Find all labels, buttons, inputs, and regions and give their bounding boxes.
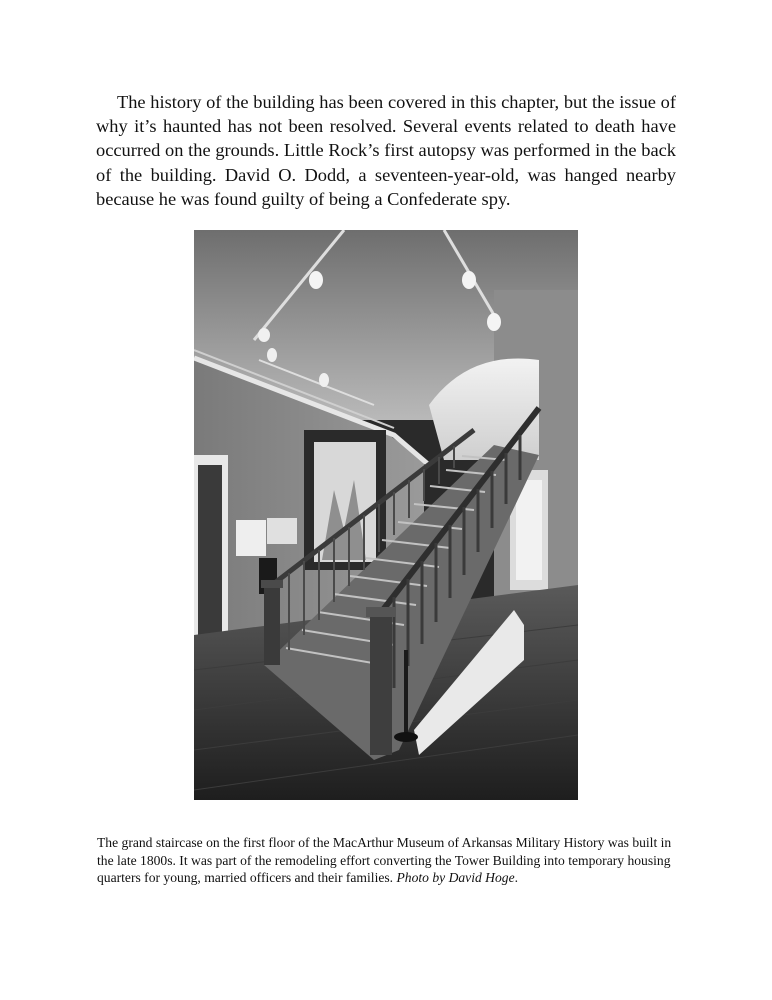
body-paragraph: The history of the building has been covered in this chapter, but the issue of why it’s haunted has not been resolved. Several events related to death have occurred on the grounds. Little Rock’s first autopsy was performed in the back of the building. David O. Dodd, a seventeen-year-old, was hanged nearby because he was found guilty of being a Confederate spy. — [96, 92, 676, 209]
photo-caption — [97, 834, 672, 887]
caption-end: . — [514, 870, 519, 886]
staircase-photo — [194, 230, 578, 800]
caption-text: The grand staircase on the first floor of the MacArthur Museum of Arkansas Military History was built in the late 1800s. It was part of the remodeling effort converting the Tower Building into temporary housing quarters for young, married officers and their families. — [97, 835, 672, 886]
photo-credit: Photo by David Hoge — [396, 870, 515, 886]
